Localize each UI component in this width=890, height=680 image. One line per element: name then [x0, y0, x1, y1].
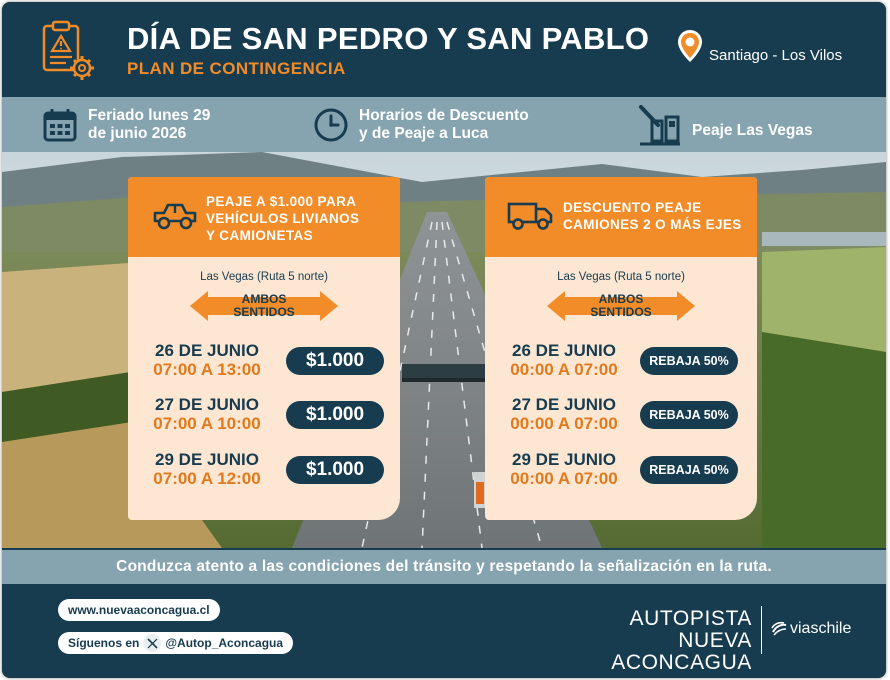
brand-line-2: NUEVA ACONCAGUA: [611, 629, 752, 674]
card-title-line-2: VEHÍCULOS LIVIANOS: [206, 211, 360, 226]
page-subtitle: PLAN DE CONTINGENCIA: [127, 59, 346, 78]
truck-discount-card-title: [563, 199, 753, 233]
discount-badge: REBAJA 50%: [640, 401, 738, 429]
toll-route: Las Vegas (Ruta 5 norte): [557, 271, 685, 283]
schedule-row: [128, 341, 400, 385]
card-title-line-2: CAMIONES 2 O MÁS EJES: [563, 217, 742, 232]
schedule-date: 29 DE JUNIO: [512, 450, 616, 469]
toll-name: Peaje Las Vegas: [692, 121, 813, 139]
contingency-document-icon: [40, 20, 98, 82]
location-pin-icon: [676, 28, 704, 64]
schedule-date: 26 DE JUNIO: [155, 341, 259, 360]
pickup-truck-icon: [152, 199, 198, 233]
price-badge: $1.000: [286, 347, 384, 375]
price-badge: $1.000: [286, 401, 384, 429]
schedule-date: 29 DE JUNIO: [155, 450, 259, 469]
discount-badge: REBAJA 50%: [640, 456, 738, 484]
card-title-line-1: PEAJE A $1.000 PARA: [206, 194, 357, 209]
light-vehicle-card-title: [206, 193, 396, 244]
schedule-row: [485, 450, 757, 494]
safety-message: Conduzca atento a las condiciones del tránsito y respetando la señalización en la ruta.: [2, 550, 886, 584]
schedule-row: [485, 395, 757, 439]
toll-route: Las Vegas (Ruta 5 norte): [200, 271, 328, 283]
calendar-icon: [42, 107, 78, 143]
schedule-row: [128, 450, 400, 494]
hours-info: [313, 97, 529, 152]
schedule-time: 07:00 A 13:00: [153, 360, 261, 379]
schedule-date: 27 DE JUNIO: [155, 395, 259, 414]
route-location: Santiago - Los Vilos: [709, 47, 843, 64]
direction-label: [190, 293, 338, 318]
holiday-line-2: de junio 2026: [88, 124, 187, 142]
info-bar: [2, 97, 886, 152]
viaschile-logo: [770, 620, 851, 638]
x-logo-icon: [143, 634, 161, 652]
direction-line-2: SENTIDOS: [233, 304, 295, 319]
card-title-line-1: DESCUENTO PEAJE: [563, 200, 702, 215]
viaschile-swirl-icon: [770, 620, 788, 638]
discount-badge: REBAJA 50%: [640, 347, 738, 375]
poster: [2, 2, 886, 678]
schedule-time: 00:00 A 07:00: [510, 360, 618, 379]
schedule-date: 27 DE JUNIO: [512, 395, 616, 414]
schedule-row: [128, 395, 400, 439]
header: [2, 2, 886, 97]
social-handle: @Autop_Aconcagua: [165, 636, 284, 650]
toll-barrier-icon: [638, 103, 682, 147]
hours-line-1: Horarios de Descuento: [359, 106, 529, 124]
schedule-time: 00:00 A 07:00: [510, 469, 618, 488]
website-link[interactable]: www.nuevaaconcagua.cl: [58, 599, 220, 621]
direction-line-2: SENTIDOS: [590, 304, 652, 319]
hours-line-2: y de Peaje a Luca: [359, 124, 489, 142]
autopista-logo: [542, 608, 752, 674]
holiday-info: [42, 97, 210, 152]
schedule-time: 00:00 A 07:00: [510, 414, 618, 433]
direction-label: [547, 293, 695, 318]
social-follow[interactable]: [58, 632, 293, 654]
partner-name: viaschile: [790, 620, 852, 637]
brand-line-1: AUTOPISTA: [629, 607, 752, 630]
schedule-time: 07:00 A 12:00: [153, 469, 261, 488]
schedule-date: 26 DE JUNIO: [512, 341, 616, 360]
schedule-row: [485, 341, 757, 385]
direction-line-1: AMBOS: [241, 292, 287, 306]
price-badge: $1.000: [286, 456, 384, 484]
schedule-time: 07:00 A 10:00: [153, 414, 261, 433]
logo-divider: [761, 606, 762, 654]
page-title: DÍA DE SAN PEDRO Y SAN PABLO: [127, 21, 650, 56]
clock-icon: [313, 107, 349, 143]
toll-info: [638, 97, 813, 152]
light-vehicle-card-header: [128, 177, 400, 257]
truck-discount-card: [485, 177, 757, 520]
direction-line-1: AMBOS: [598, 292, 644, 306]
truck-discount-card-header: [485, 177, 757, 257]
holiday-line-1: Feriado lunes 29: [88, 106, 211, 124]
footer: [2, 584, 886, 678]
card-title-line-3: Y CAMIONETAS: [206, 228, 314, 243]
truck-icon: [505, 199, 555, 233]
light-vehicle-card: [128, 177, 400, 520]
follow-label: Síguenos en: [68, 636, 140, 650]
